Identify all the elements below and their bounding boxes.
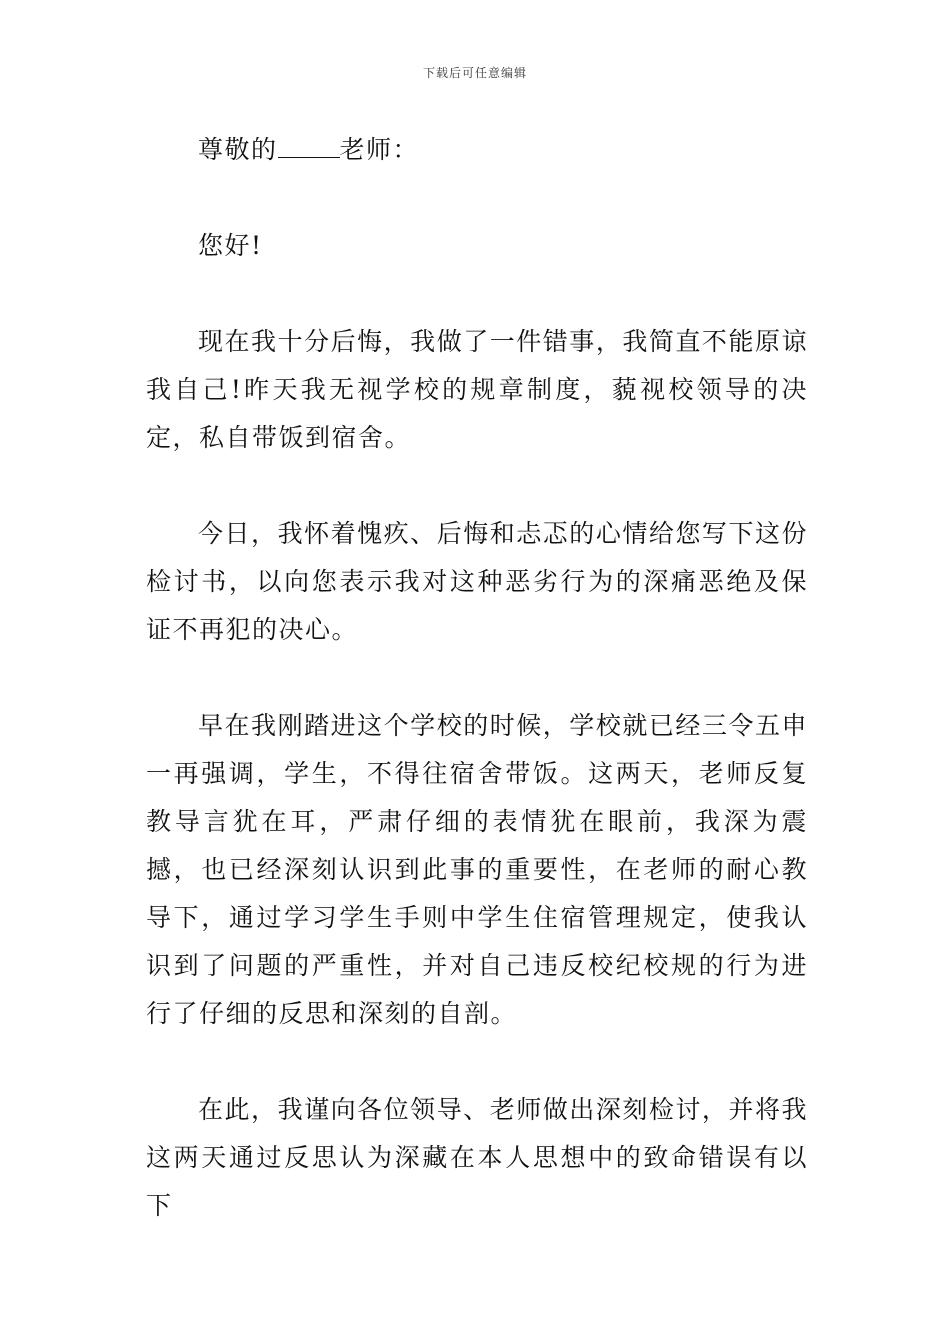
salutation-suffix: 老师： [339, 135, 420, 164]
letter-body [146, 126, 808, 1230]
paragraph: 在此，我谨向各位领导、老师做出深刻检讨，并将我这两天通过反思认为深藏在本人思想中的致命错误有以下 [146, 1095, 808, 1220]
paragraph: 现在我十分后悔，我做了一件错事，我简直不能原谅我自己!昨天我无视学校的规章制度，藐视校领导的决定，私自带饭到宿舍。 [146, 327, 808, 452]
greeting: 您好! [198, 231, 263, 260]
salutation-prefix: 尊敬的 [198, 135, 278, 164]
paragraph: 早在我刚踏进这个学校的时候，学校就已经三令五申一再强调，学生，不得往宿舍带饭。这两天，老师反复教导言犹在耳，严肃仔细的表情犹在眼前，我深为震撼，也已经深刻认识到此事的重要性，在老师的耐心教导下，通过学习学生手则中学生住宿管理规定，使我认识到了问题的严重性，并对自己违反校纪校规的行为进行了仔细的反思和深刻的自剖。 [146, 711, 808, 1028]
name-blank [278, 133, 340, 158]
paragraph: 今日，我怀着愧疚、后悔和忐忑的心情给您写下这份检讨书，以向您表示我对这种恶劣行为的深痛恶绝及保证不再犯的决心。 [146, 519, 808, 644]
page-header: 下载后可任意编辑 [422, 66, 527, 80]
salutation [146, 126, 808, 174]
